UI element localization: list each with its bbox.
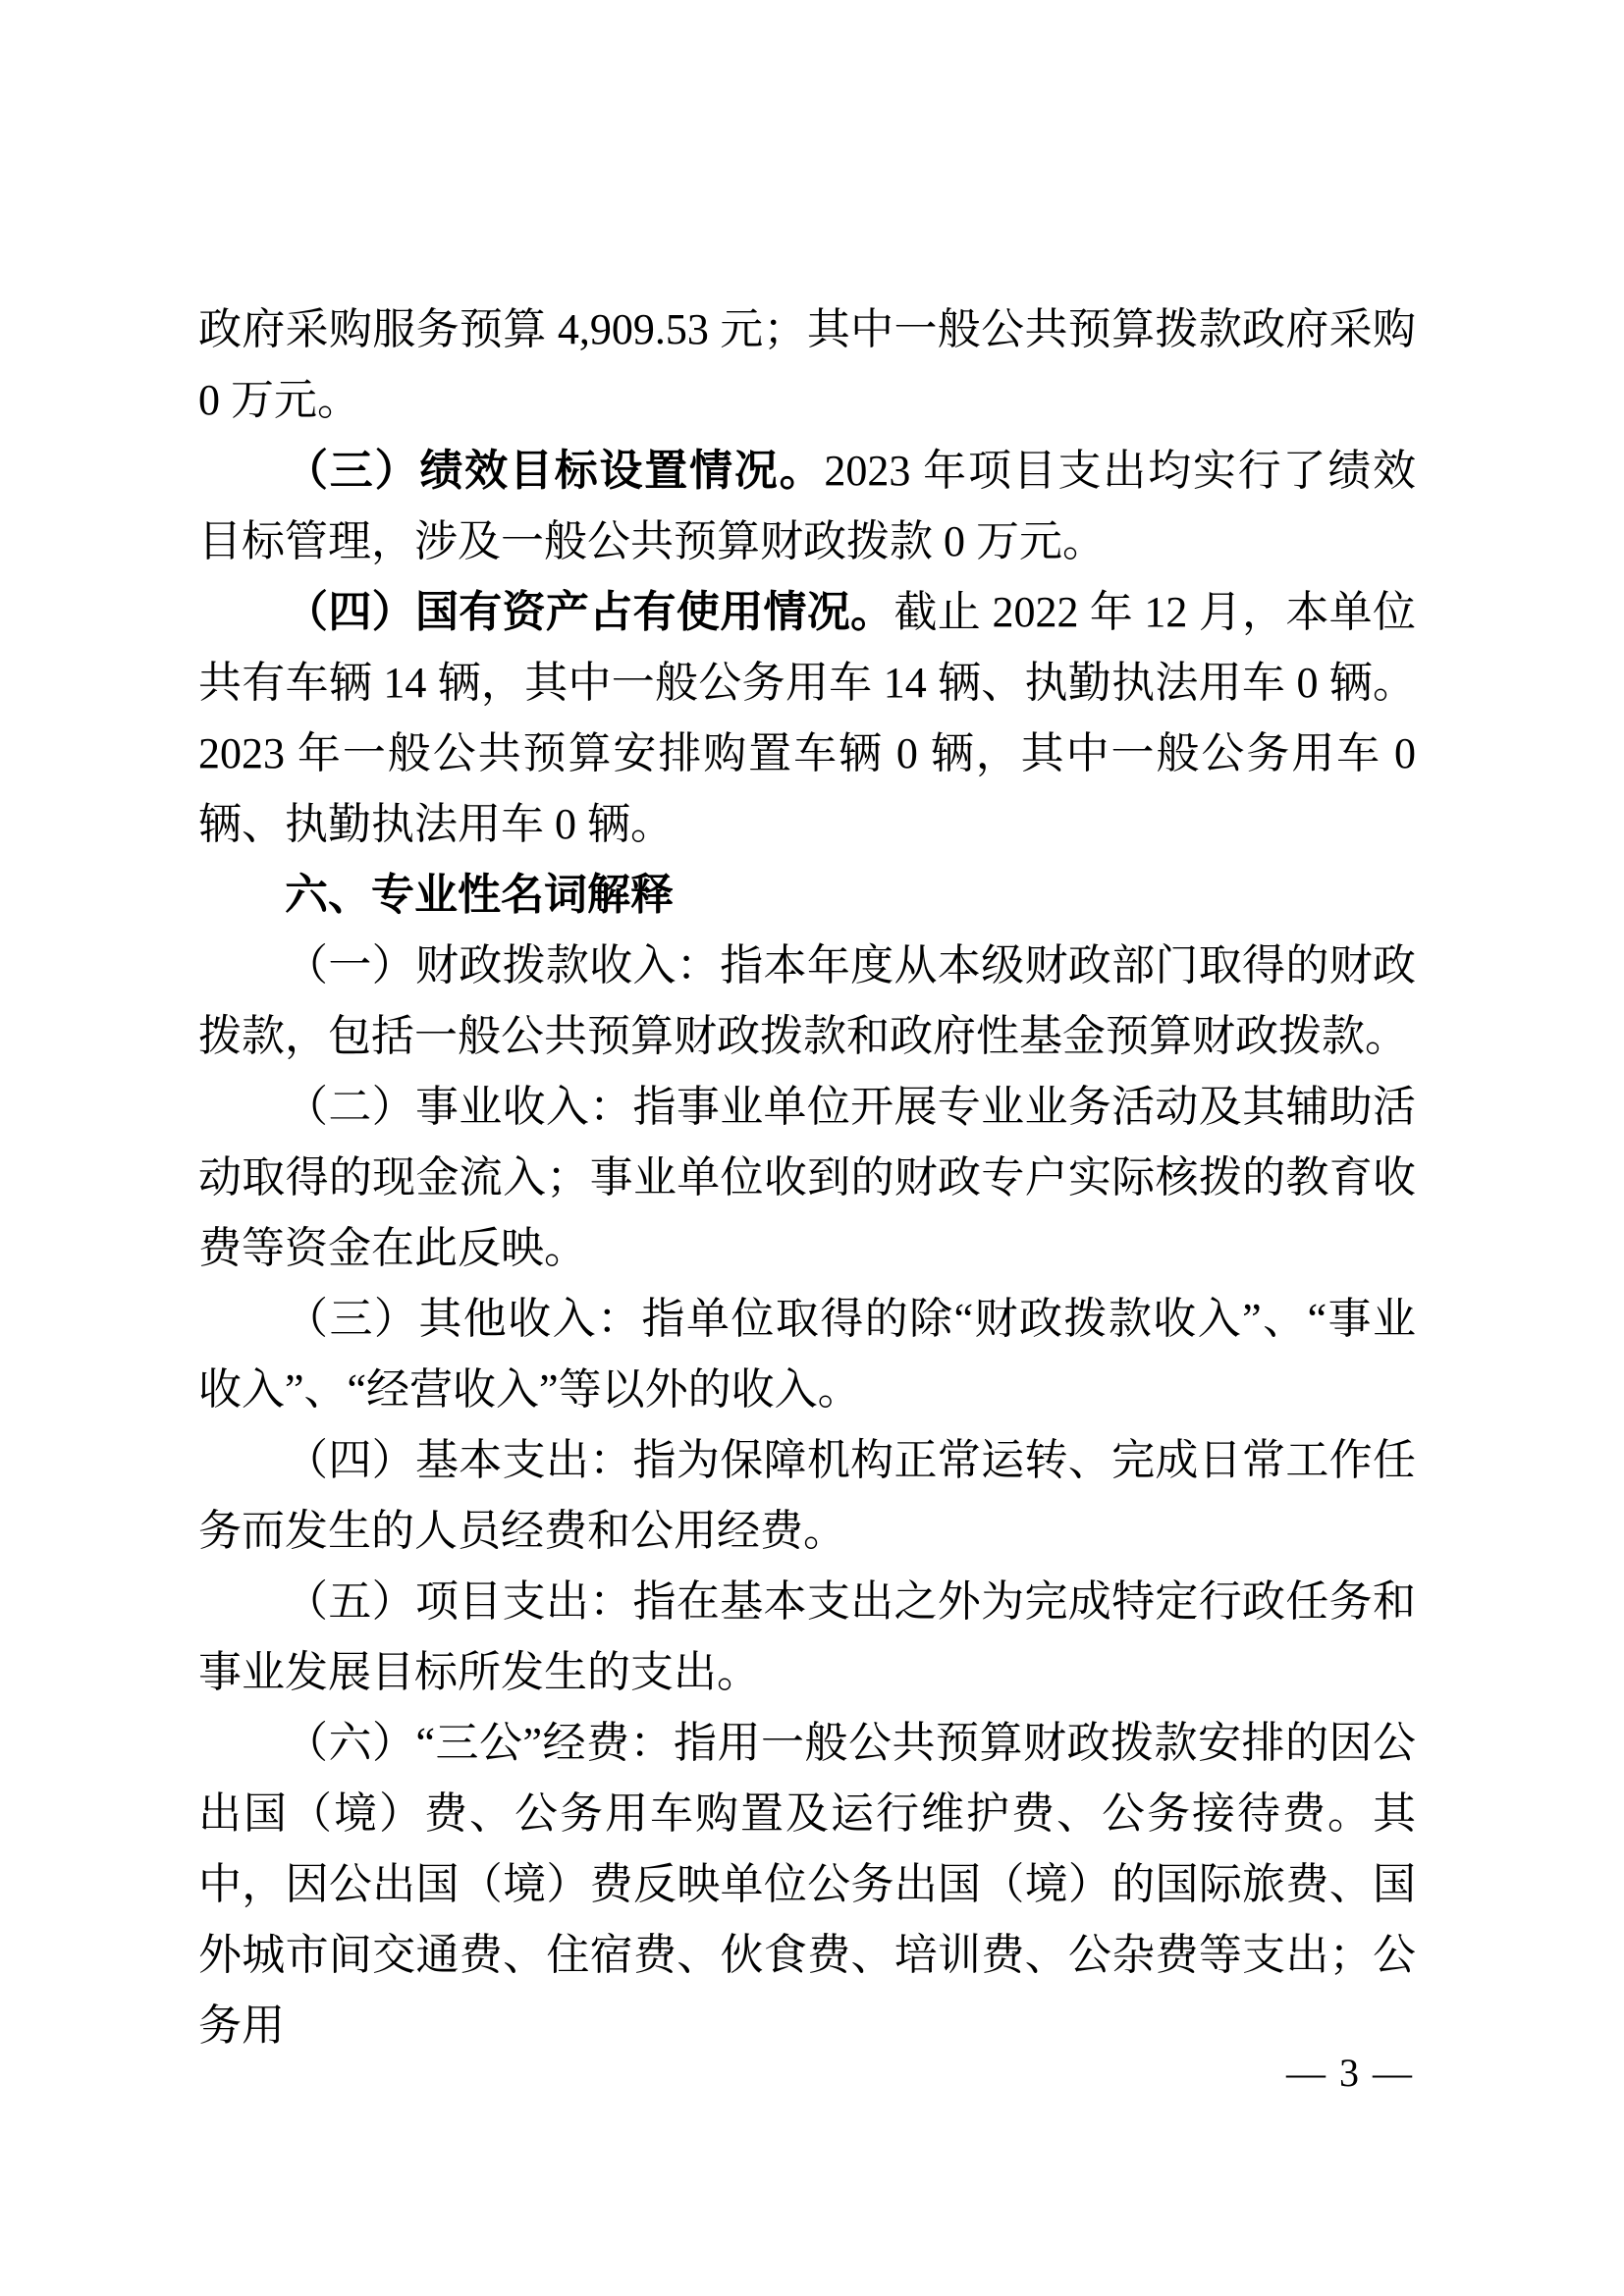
document-body [198, 294, 1416, 2061]
page-number: — 3 — [1286, 2051, 1414, 2095]
paragraph-term-other-income [198, 1284, 1416, 1425]
paragraph-term-basic-expenditure [198, 1425, 1416, 1567]
paragraph-text: （一）财政拨款收入：指本年度从本级财政部门取得的财政拨款，包括一般公共预算财政拨款和政府性基金预算财政拨款。 [198, 941, 1416, 1060]
paragraph-text: （二）事业收入：指事业单位开展专业业务活动及其辅助活动取得的现金流入；事业单位收到的财政专户实际核拨的教育收费等资金在此反映。 [198, 1083, 1416, 1272]
page-footer [1286, 2038, 1414, 2109]
paragraph-term-operating-income [198, 1072, 1416, 1284]
paragraph-text: 2023 年项目支出均实行了绩效目标管理，涉及一般公共预算财政拨款 0 万元。 [198, 447, 1416, 565]
paragraph-term-three-public-funds [198, 1708, 1416, 2061]
paragraph-text: （五）项目支出：指在基本支出之外为完成特定行政任务和事业发展目标所发生的支出。 [198, 1577, 1416, 1696]
paragraph-lead-label: （三）绩效目标设置情况。 [285, 447, 825, 495]
paragraph-text: （四）基本支出：指为保障机构正常运转、完成日常工作任务而发生的人员经费和公用经费。 [198, 1436, 1416, 1555]
paragraph-term-fiscal-appropriation-income [198, 931, 1416, 1072]
section-heading-terminology: 六、专业性名词解释 [285, 871, 674, 919]
paragraph-text: 截止 2022 年 12 月，本单位共有车辆 14 辆，其中一般公务用车 14 辆、执勤执法用车 0 辆。2023 年一般公共预算安排购置车辆 0 辆，其中一般公务用车 0 辆、执勤执法用车 0 辆。 [198, 588, 1417, 848]
paragraph-text: （六）“三公”经费：指用一般公共预算财政拨款安排的因公出国（境）费、公务用车购置及运行维护费、公务接待费。其中，因公出国（境）费反映单位公务出国（境）的国际旅费、国外城市间交通费、住宿费、伙食费、培训费、公杂费等支出；公务用 [198, 1719, 1416, 2050]
paragraph-performance-targets [198, 436, 1416, 577]
paragraph-text: 政府采购服务预算 4,909.53 元；其中一般公共预算拨款政府采购 0 万元。 [198, 305, 1416, 424]
paragraph-term-project-expenditure [198, 1567, 1416, 1708]
paragraph-procurement-continuation [198, 294, 1416, 436]
paragraph-text: （三）其他收入：指单位取得的除“财政拨款收入”、“事业收入”、“经营收入”等以外的收入。 [198, 1295, 1416, 1414]
paragraph-lead-label: （四）国有资产占有使用情况。 [285, 588, 894, 636]
paragraph-state-assets [198, 577, 1416, 860]
